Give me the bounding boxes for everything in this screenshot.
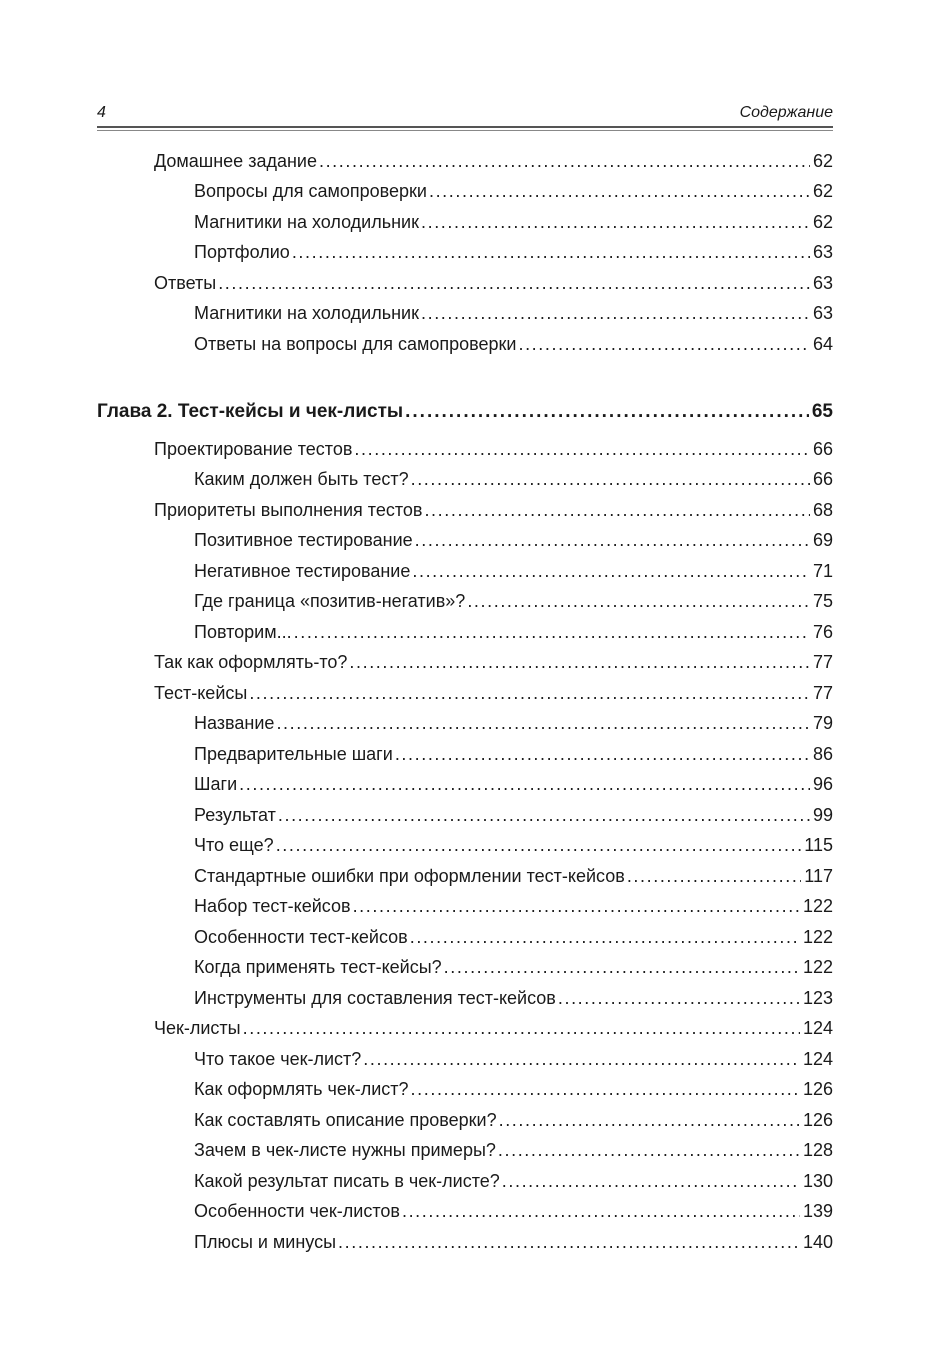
toc-entry-label: Набор тест-кейсов xyxy=(194,896,351,916)
toc-entry-page: 76 xyxy=(812,622,833,642)
toc-entry[interactable] xyxy=(194,527,833,553)
dot-leader xyxy=(402,1198,800,1224)
toc-entry-page: 63 xyxy=(812,242,833,262)
toc-entry-label: Что еще? xyxy=(194,835,274,855)
running-header xyxy=(97,104,833,126)
toc-entry-page: 130 xyxy=(802,1171,833,1191)
dot-leader xyxy=(249,680,810,706)
dot-leader xyxy=(411,1076,800,1102)
toc-entry-page: 62 xyxy=(812,181,833,201)
dot-leader xyxy=(363,1046,800,1072)
toc-entry[interactable] xyxy=(194,300,833,326)
toc-entry-page: 66 xyxy=(812,439,833,459)
toc-entry-label: Плюсы и минусы xyxy=(194,1232,337,1252)
toc-entry[interactable] xyxy=(154,148,833,174)
toc-entry-label: Как составлять описание проверки? xyxy=(194,1110,497,1130)
dot-leader xyxy=(518,331,810,357)
toc-entry-page: 126 xyxy=(802,1079,833,1099)
toc-entry-label: Вопросы для самопроверки xyxy=(194,181,427,201)
toc-entry-page: 117 xyxy=(804,866,833,886)
dot-leader xyxy=(410,924,800,950)
dot-leader xyxy=(338,1229,800,1255)
toc-entry-page: 77 xyxy=(812,652,833,672)
toc-entry-page: 122 xyxy=(802,927,833,947)
toc-entry[interactable] xyxy=(194,1168,833,1194)
toc-entry-label: Позитивное тестирование xyxy=(194,530,413,550)
dot-leader xyxy=(218,270,810,296)
toc-entry-label: Стандартные ошибки при оформлении тест-кейсов xyxy=(194,866,625,886)
toc-entry-label: Предварительные шаги xyxy=(194,744,393,764)
dot-leader xyxy=(627,863,801,889)
toc-entry-label: Шаги xyxy=(194,774,238,794)
dot-leader xyxy=(294,619,810,645)
header-rule xyxy=(97,126,833,128)
toc-entry[interactable] xyxy=(194,558,833,584)
toc-entry-page: 115 xyxy=(804,835,833,855)
toc-entry-label: Что такое чек-лист? xyxy=(194,1049,362,1069)
toc-entry-label: Результат xyxy=(194,805,276,825)
dot-leader xyxy=(239,771,810,797)
toc-entry-page: 124 xyxy=(802,1049,833,1069)
dot-leader xyxy=(558,985,800,1011)
toc-entry-label: Повторим... xyxy=(194,622,292,642)
toc-entry[interactable] xyxy=(194,741,833,767)
dot-leader xyxy=(429,178,810,204)
dot-leader xyxy=(353,893,800,919)
dot-leader xyxy=(278,802,810,828)
dot-leader xyxy=(444,954,800,980)
dot-leader xyxy=(276,710,810,736)
dot-leader xyxy=(349,649,810,675)
toc-entry-label: Магнитики на холодильник xyxy=(194,212,419,232)
toc-entry[interactable] xyxy=(154,680,833,706)
toc-entry-page: 139 xyxy=(802,1201,833,1221)
toc-entry[interactable] xyxy=(194,1046,833,1072)
toc-entry-page: 71 xyxy=(812,561,833,581)
toc-entry-page: 62 xyxy=(812,212,833,232)
toc-entry-label: Портфолио xyxy=(194,242,290,262)
toc-entry-page: 68 xyxy=(812,500,833,520)
toc-entry-label: Когда применять тест-кейсы? xyxy=(194,957,442,977)
toc-entry-page: 122 xyxy=(802,896,833,916)
toc-entry-label: Приоритеты выполнения тестов xyxy=(154,500,423,520)
toc-entry[interactable] xyxy=(194,771,833,797)
dot-leader xyxy=(354,436,810,462)
toc-entry[interactable] xyxy=(194,1076,833,1102)
toc-entry-label: Инструменты для составления тест-кейсов xyxy=(194,988,556,1008)
dot-leader xyxy=(405,399,809,425)
toc-entry-page: 77 xyxy=(812,683,833,703)
toc-entry-label: Так как оформлять-то? xyxy=(154,652,348,672)
dot-leader xyxy=(421,209,810,235)
toc-entry-page: 63 xyxy=(812,273,833,293)
toc-entry-label: Название xyxy=(194,713,275,733)
toc-entry-label: Тест-кейсы xyxy=(154,683,248,703)
toc-entry[interactable] xyxy=(154,270,833,296)
toc-entry[interactable] xyxy=(194,924,833,950)
toc-entry[interactable] xyxy=(194,466,833,492)
header-rule-thin xyxy=(97,130,833,131)
toc-entry[interactable] xyxy=(194,588,833,614)
toc-entry[interactable] xyxy=(194,1229,833,1255)
toc-entry-label: Чек-листы xyxy=(154,1018,241,1038)
toc-entry-label: Магнитики на холодильник xyxy=(194,303,419,323)
dot-leader xyxy=(415,527,810,553)
toc-entry-label: Проектирование тестов xyxy=(154,439,353,459)
toc-entry[interactable] xyxy=(194,331,833,357)
dot-leader xyxy=(502,1168,800,1194)
toc-entry[interactable] xyxy=(154,1015,833,1041)
toc-entry-page: 86 xyxy=(812,744,833,764)
dot-leader xyxy=(424,497,810,523)
dot-leader xyxy=(411,466,810,492)
dot-leader xyxy=(276,832,802,858)
toc-entry[interactable] xyxy=(194,710,833,736)
toc-entry-page: 123 xyxy=(802,988,833,1008)
toc-entry-label: Каким должен быть тест? xyxy=(194,469,409,489)
toc-entry[interactable] xyxy=(194,832,833,858)
toc-entry-label: Зачем в чек-листе нужны примеры? xyxy=(194,1140,496,1160)
page-number: 4 xyxy=(97,104,106,121)
toc-entry[interactable] xyxy=(194,985,833,1011)
dot-leader xyxy=(499,1107,800,1133)
toc-entry-label: Особенности чек-листов xyxy=(194,1201,400,1221)
toc-entry[interactable] xyxy=(194,863,833,889)
toc-entry[interactable] xyxy=(194,209,833,235)
dot-leader xyxy=(292,239,810,265)
toc-entry-page: 99 xyxy=(812,805,833,825)
dot-leader xyxy=(319,148,810,174)
toc-entry-label: Домашнее задание xyxy=(154,151,317,171)
toc-entry-page: 126 xyxy=(802,1110,833,1130)
toc-entry[interactable] xyxy=(194,239,833,265)
toc-entry[interactable] xyxy=(154,497,833,523)
toc-entry[interactable] xyxy=(194,802,833,828)
toc-entry-page: 96 xyxy=(812,774,833,794)
toc-entry[interactable] xyxy=(194,178,833,204)
dot-leader xyxy=(498,1137,800,1163)
toc-entry-label: Ответы на вопросы для самопроверки xyxy=(194,334,517,354)
toc-entry-page: 64 xyxy=(812,334,833,354)
toc-entry-label: Ответы xyxy=(154,273,217,293)
toc-entry-page: 63 xyxy=(812,303,833,323)
toc-entry-page: 124 xyxy=(802,1018,833,1038)
toc-chapter-entry[interactable] xyxy=(97,399,833,425)
toc-entry[interactable] xyxy=(194,619,833,645)
dot-leader xyxy=(412,558,810,584)
section-title: Содержание xyxy=(739,104,833,121)
toc-entry-label: Какой результат писать в чек-листе? xyxy=(194,1171,500,1191)
toc-entry[interactable] xyxy=(154,436,833,462)
toc-entry-page: 79 xyxy=(812,713,833,733)
dot-leader xyxy=(421,300,810,326)
toc-entry-page: 122 xyxy=(802,957,833,977)
toc-entry-page: 69 xyxy=(812,530,833,550)
dot-leader xyxy=(243,1015,800,1041)
dot-leader xyxy=(467,588,810,614)
toc-entry-page: 75 xyxy=(812,591,833,611)
toc-entry[interactable] xyxy=(154,649,833,675)
toc-entry-page: 66 xyxy=(812,469,833,489)
toc-entry-label: Негативное тестирование xyxy=(194,561,411,581)
toc-entry[interactable] xyxy=(194,954,833,980)
toc-entry[interactable] xyxy=(194,1198,833,1224)
toc-entry-label: Как оформлять чек-лист? xyxy=(194,1079,409,1099)
dot-leader xyxy=(395,741,810,767)
toc-entry[interactable] xyxy=(194,1107,833,1133)
toc-entry-label: Глава 2. Тест-кейсы и чек-листы xyxy=(97,401,404,422)
toc-entry-page: 65 xyxy=(811,401,833,422)
toc-entry-label: Особенности тест-кейсов xyxy=(194,927,408,947)
toc-entry-label: Где граница «позитив-негатив»? xyxy=(194,591,466,611)
toc-entry-page: 128 xyxy=(802,1140,833,1160)
toc-entry[interactable] xyxy=(194,893,833,919)
toc-entry-page: 140 xyxy=(802,1232,833,1252)
toc-entry[interactable] xyxy=(194,1137,833,1163)
toc-entry-page: 62 xyxy=(812,151,833,171)
